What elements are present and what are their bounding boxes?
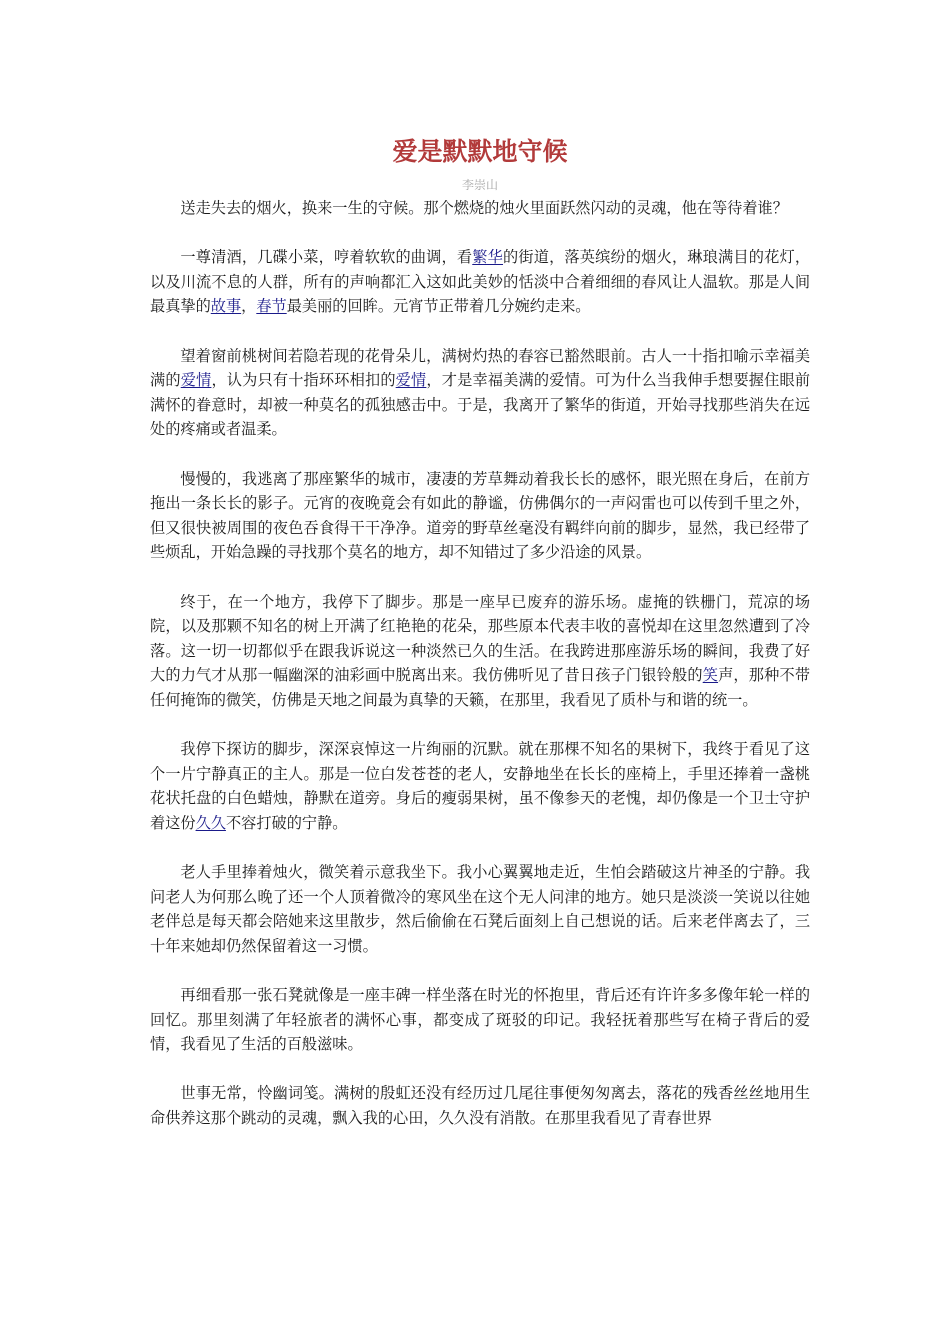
paragraph-text: ， xyxy=(241,297,257,316)
paragraph-text: 送走失去的烟火，换来一生的守候。那个燃烧的烛火里面跃然闪动的灵魂，他在等待着谁？ xyxy=(180,199,788,217)
paragraph-text: 老人手里捧着烛火，微笑着示意我坐下。我小心翼翼地走近，生怕会踏破这片神圣的宁静。我问老人为何那么晚了还一个人顶着微冷的寒风坐在这个无人问津的地方。她只是淡淡一笑说以往她老伴总是每天都会陪她来这里散步，然后偷偷在石凳后面刻上自己想说的话。后来老伴离去了，三十年来她却仍然保留着这一习惯。 xyxy=(150,863,810,955)
inline-link[interactable]: 爱情 xyxy=(180,371,212,390)
paragraph xyxy=(150,196,810,221)
paragraph-text: 不容打破的宁静。 xyxy=(225,813,348,832)
paragraph xyxy=(150,1081,810,1130)
inline-link[interactable]: 繁华 xyxy=(472,248,503,267)
paragraph xyxy=(150,737,810,835)
inline-link[interactable]: 春节 xyxy=(256,297,287,316)
article-author: 李崇山 xyxy=(461,178,498,192)
paragraph-text: 声，那种不带任何掩饰的微笑，仿佛是天地之间最为真挚的天籁，在那里，我看见了质朴与和谐的统一。 xyxy=(150,666,811,709)
paragraph xyxy=(150,467,810,565)
paragraph xyxy=(150,245,810,319)
paragraph xyxy=(150,983,810,1057)
paragraph-text: 的街道，落英缤纷的烟火，琳琅满目的花灯，以及川流不息的人群，所有的声响都汇入这如此美妙的恬淡中合着细细的春风让人温软。那是人间最真挚的 xyxy=(150,248,811,316)
paragraph-text: 终于，在一个地方，我停下了脚步。那是一座早已废弃的游乐场。虚掩的铁栅门，荒凉的场院，以及那颗不知名的树上开满了红艳艳的花朵，那些原本代表丰收的喜悦却在这里忽然遭到了冷落。这一切一切都似乎在跟我诉说这一种淡然已久的生活。在我跨进那座游乐场的瞬间，我费了好大的力气才从那一幅幽深的油彩画中脱离出来。我仿佛听见了昔日孩子门银铃般的 xyxy=(150,592,810,685)
inline-link[interactable]: 爱情 xyxy=(395,371,427,390)
paragraph-text: 最美丽的回眸。元宵节正带着几分婉约走来。 xyxy=(286,297,591,316)
paragraph-text: ，才是幸福美满的爱情。可为什么当我伸手想要握住眼前满怀的眷意时，却被一种莫名的孤独感击中。于是，我离开了繁华的街道，开始寻找那些消失在远处的疼痛或者温柔。 xyxy=(150,371,811,439)
paragraph-text: 再细看那一张石凳就像是一座丰碑一样坐落在时光的怀抱里，背后还有许许多多像年轮一样的回忆。那里刻满了年轻旅者的满怀心事，都变成了斑驳的印记。我轻抚着那些写在椅子背后的爱情，我看见了生活的百般滋味。 xyxy=(150,986,810,1054)
inline-link[interactable]: 故事 xyxy=(210,297,242,316)
inline-link[interactable]: 久久 xyxy=(195,813,226,832)
paragraph-text: 一尊清酒，几碟小菜，哼着软软的曲调，看 xyxy=(180,248,473,267)
paragraph-text: ，认为只有十指环环相扣的 xyxy=(211,371,396,390)
article xyxy=(150,132,810,1155)
paragraph xyxy=(150,590,810,713)
paragraph-text: 慢慢的，我逃离了那座繁华的城市，凄凄的芳草舞动着我长长的感怀，眼光照在身后，在前方拖出一条长长的影子。元宵的夜晚竟会有如此的静谧，仿佛偶尔的一声闷雷也可以传到千里之外，但又很快被周围的夜色吞食得干干净净。道旁的野草丝毫没有羁绊向前的脚步，显然，我已经带了些烦乱，开始急躁的寻找那个莫名的地方，却不知错过了多少沿途的风景。 xyxy=(150,469,810,562)
paragraph-text: 世事无常，怜幽词笺。满树的殷虹还没有经历过几尾往事便匆匆离去，落花的残香丝丝地用生命供养这那个跳动的灵魂，飘入我的心田，久久没有消散。在那里我看见了青春世界 xyxy=(150,1084,810,1127)
article-title: 爱是默默地守候 xyxy=(392,137,568,166)
inline-link[interactable]: 笑 xyxy=(702,666,719,685)
paragraph xyxy=(150,860,810,958)
paragraph-text: 望着窗前桃树间若隐若现的花骨朵儿，满树灼热的春容已豁然眼前。古人一十指扣喻示幸福美满的 xyxy=(150,346,810,390)
article-body xyxy=(150,196,810,1131)
paragraph-text: 我停下探访的脚步，深深哀悼这一片绚丽的沉默。就在那棵不知名的果树下，我终于看见了这个一片宁静真正的主人。那是一位白发苍苍的老人，安静地坐在长长的座椅上，手里还捧着一盏桃花状托盘的白色蜡烛，静默在道旁。身后的瘦弱果树，虽不像参天的老愧，却仍像是一个卫士守护着这份 xyxy=(150,740,810,832)
paragraph xyxy=(150,344,810,442)
